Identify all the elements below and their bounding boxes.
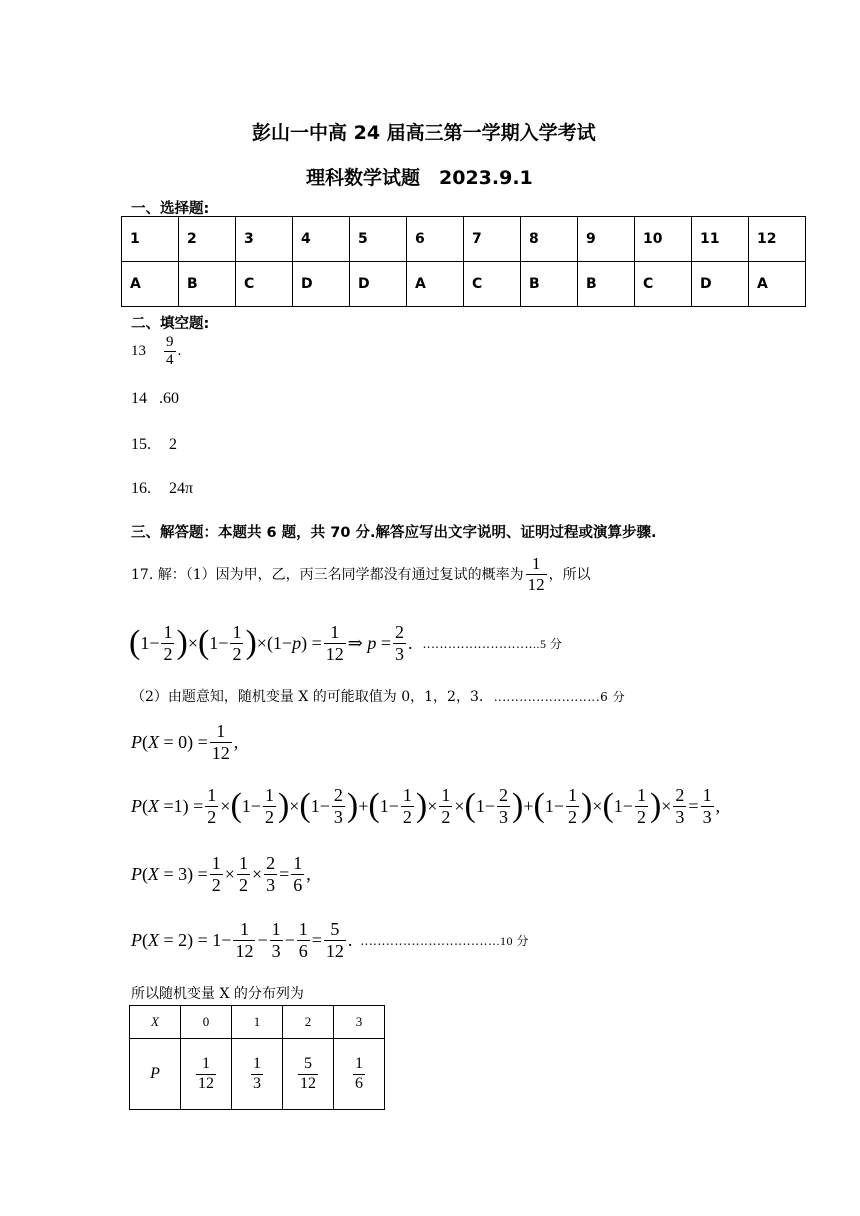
answer-14-label: 14 [131,390,147,407]
page-title: 彭山一中高 24 届高三第一学期入学考试 [252,122,596,144]
question-number: 8 [521,217,578,262]
q17-part2 [131,686,625,706]
answer-13-fraction [164,334,176,370]
answer-16-value: 24π [169,480,194,497]
question-number: 11 [692,217,749,262]
question-number: 4 [293,217,350,262]
answer-table-answers [122,262,806,307]
q17-intro-tail: ，所以 [548,567,591,584]
distribution-value-cell [283,1039,334,1110]
distribution-value-row [130,1039,385,1110]
q17-score-2: ‥‥‥‥‥‥‥‥‥‥‥‥.6 分 [493,690,626,704]
answer-cell: A [122,262,179,307]
q17-distribution-intro: 所以随机变量 X 的分布列为 [131,986,304,1002]
fraction-numerator: 1 [253,1055,261,1073]
section-heading-solution: 三、解答题：本题共 6 题，共 70 分.解答应写出文字说明、证明过程或演算步骤. [131,525,657,541]
fraction-denominator: 3 [253,1074,261,1092]
answer-cell: B [179,262,236,307]
distribution-header-cell: 1 [232,1006,283,1039]
question-number: 5 [350,217,407,262]
q17-score-1: ‥‥‥‥‥‥‥‥‥‥‥‥‥..5 分 [422,636,563,651]
distribution-header-cell: 0 [181,1006,232,1039]
q17-prob-x0: P ( X = 0) = $\frac{1}{12}$ , [131,721,239,763]
answer-cell: C [635,262,692,307]
q17-prob-x3: P ( X = 3) = $\frac{1}{2}$ × $\frac{1}{2}$ × $\frac{2}{3}$ = $\frac{1}{6}$ , [131,853,311,895]
section-heading-fill: 二、填空题: [131,316,210,332]
answer-15-value: 2 [169,436,177,453]
distribution-value-cell [181,1039,232,1110]
fraction-denominator: 4 [166,352,174,369]
fraction-numerator: 9 [166,334,174,350]
answer-cell: A [407,262,464,307]
answer-cell: B [578,262,635,307]
answer-13 [131,334,181,370]
question-number: 3 [236,217,293,262]
answer-cell: C [236,262,293,307]
answer-cell: D [692,262,749,307]
section-heading-choice: 一、选择题: [131,201,210,217]
answer-15 [131,436,177,454]
q17-prob-x1: P ( X =1) = $\frac{1}{2}$ × ( 1− $\frac{1}{2}$ ) × ( 1− $\frac{2}{3}$ ) + ( 1− $\frac{1}{2}$ ) × $\frac{1}{2}$ × ( 1− $\frac{2}{3}$ ) + ( 1− $\frac{1}{2}$ ) × ( 1− $\frac{1}{2}$ ) × $\frac{2}{3}$ = $\frac{1}{3}$ , [131,785,721,827]
answer-table [121,216,806,307]
distribution-header-cell: X [130,1006,181,1039]
fraction-numerator: 1 [202,1055,210,1073]
q17-intro-fraction [526,554,547,594]
fraction-numerator: 1 [355,1055,363,1073]
q17-part2-text: （2）由题意知，随机变量 X 的可能取值为 0，1，2，3. [131,689,484,705]
answer-16-label: 16. [131,480,151,497]
question-number: 1 [122,217,179,262]
question-number: 10 [635,217,692,262]
q17-intro-text: 17. 解：（1）因为甲，乙，丙三名同学都没有通过复试的概率为 [131,567,524,584]
fraction-denominator: 12 [198,1074,214,1092]
answer-13-tail: . [177,343,182,360]
q17-intro [131,554,591,594]
distribution-header-row [130,1006,385,1039]
fraction-denominator: 12 [527,574,545,594]
answer-cell: C [464,262,521,307]
page-subtitle: 理科数学试题 2023.9.1 [306,167,533,189]
distribution-header-cell: 2 [283,1006,334,1039]
distribution-value-cell [334,1039,385,1110]
distribution-header-cell: 3 [334,1006,385,1039]
distribution-row-label: P [130,1039,181,1110]
answer-table-numbers [122,217,806,262]
answer-14-value: .60 [159,390,179,407]
question-number: 7 [464,217,521,262]
fraction-denominator: 12 [300,1074,316,1092]
distribution-table [129,1005,385,1110]
answer-13-label: 13 [131,343,146,360]
fraction-numerator: 5 [304,1055,312,1073]
question-number: 2 [179,217,236,262]
question-number: 12 [749,217,806,262]
q17-equation-p: ( 1− $\frac{1}{2}$ ) × ( 1− $\frac{1}{2}$ ) × (1−p) = $\frac{1}{12}$ ⇒ p = $\frac{2}{3}$ . ‥‥‥‥‥‥‥‥‥‥‥‥‥..5 分 [129,622,563,664]
distribution-value-cell [232,1039,283,1110]
answer-cell: D [350,262,407,307]
q17-score-3: ‥‥‥‥‥‥‥‥‥‥‥‥‥‥‥‥.10 分 [360,933,529,948]
question-number: 9 [578,217,635,262]
answer-16 [131,480,193,498]
q17-prob-x2: P ( X = 2) = 1− $\frac{1}{12}$ − $\frac{1}{3}$ − $\frac{1}{6}$ = $\frac{5}{12}$ . ‥‥‥‥‥‥‥‥‥‥‥‥‥‥‥‥.10 分 [131,919,529,961]
answer-cell: B [521,262,578,307]
answer-cell: D [293,262,350,307]
fraction-denominator: 6 [355,1074,363,1092]
fraction-numerator: 1 [531,554,541,573]
question-number: 6 [407,217,464,262]
answer-cell: A [749,262,806,307]
answer-14 [131,390,179,408]
answer-15-label: 15. [131,436,151,453]
